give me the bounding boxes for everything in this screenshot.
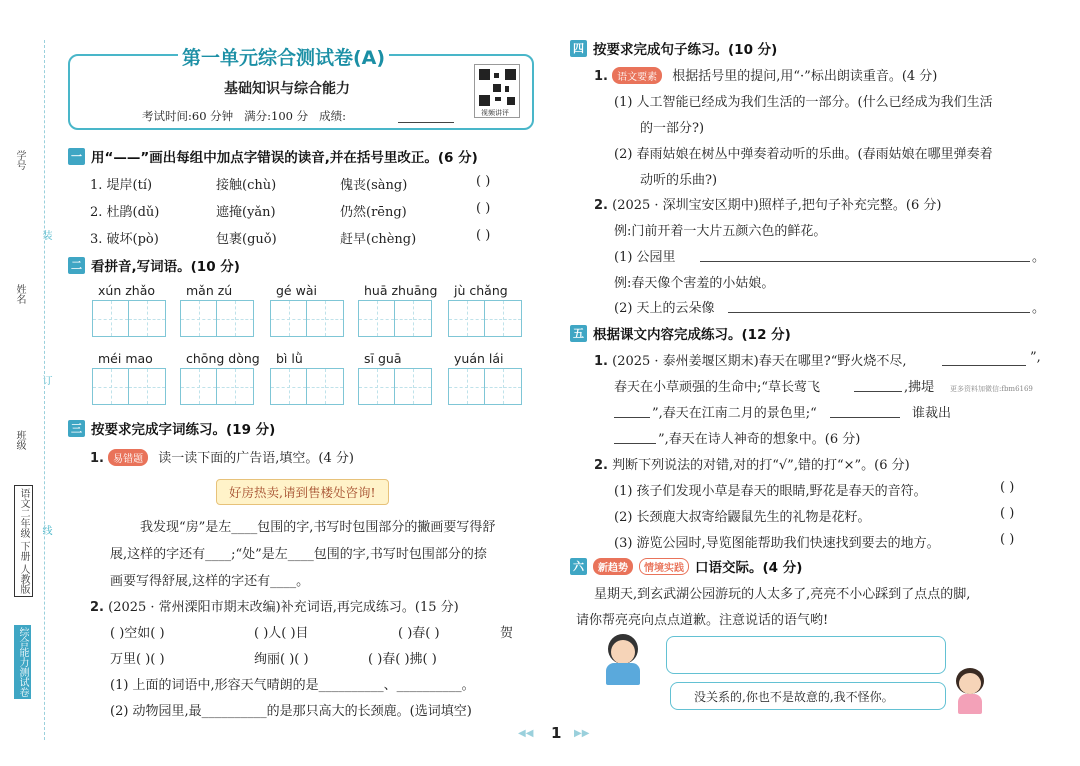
- s5-q1-number: 1.: [594, 354, 608, 369]
- girl-illustration: [954, 668, 986, 714]
- s4-q1-text: 根据括号里的提问,用“·”标出朗读重音。(4 分): [672, 69, 938, 84]
- s5-q2-text: 判断下列说法的对错,对的打“√”,错的打“×”。(6 分): [612, 458, 910, 473]
- answer-paren[interactable]: ( ): [476, 201, 491, 216]
- name-label: 姓名: [14, 284, 25, 304]
- pinyin-label: bì lǜ: [276, 351, 303, 366]
- book-label: 语文二年级 下册 人教版: [14, 485, 33, 597]
- s6-line-2: 请你帮亮亮向点点道歉。注意说话的语气哟!: [576, 613, 829, 628]
- idiom-row-2-a: 万里( )( ): [110, 652, 165, 667]
- writing-cell[interactable]: [449, 369, 485, 404]
- s5-q2-paren-3[interactable]: ( ): [1000, 532, 1015, 547]
- s6-tag-trend: 新趋势: [593, 558, 633, 575]
- writing-cell[interactable]: [307, 301, 343, 336]
- s3-q1: [90, 447, 354, 466]
- s4-q2-text: (2025 · 深圳宝安区期中)照样子,把句子补充完整。(6 分): [612, 198, 942, 213]
- word-item: 3. 破坏(pò): [90, 232, 159, 247]
- writing-cell[interactable]: [395, 369, 431, 404]
- s4-q2-example-1: 例:门前开着一大片五颜六色的鲜花。: [614, 224, 827, 239]
- section-1-title: 用“——”画出每组中加点字错误的读音,并在括号里改正。(6 分): [91, 150, 478, 166]
- section-6-number: 六: [570, 558, 587, 575]
- next-arrows: ▶▶: [574, 728, 590, 739]
- word-item: 傀丧(sàng): [340, 178, 408, 193]
- writing-cell[interactable]: [93, 301, 129, 336]
- s6-tag-scenario: 情境实践: [639, 558, 689, 575]
- writing-cell[interactable]: [485, 301, 521, 336]
- answer-paren[interactable]: ( ): [476, 228, 491, 243]
- apology-answer-box[interactable]: [666, 636, 946, 674]
- s3-q1-tag: 易错题: [108, 449, 148, 466]
- s4-q1-tag: 语文要素: [612, 67, 662, 84]
- idiom-row-1-b: ( )人( )目: [254, 626, 309, 641]
- section-2-heading: [68, 255, 240, 275]
- writing-grid[interactable]: [92, 300, 166, 337]
- pinyin-label: mǎn zú: [186, 283, 233, 298]
- s5-q2-number: 2.: [594, 458, 608, 473]
- word-item: 1. 堤岸(tí): [90, 178, 153, 193]
- word-item: 接触(chù): [216, 178, 277, 193]
- s5-q2-paren-1[interactable]: ( ): [1000, 480, 1015, 495]
- writing-cell[interactable]: [449, 301, 485, 336]
- s5-q2: [594, 454, 910, 473]
- s5-q1-line-3: ”,春天在江南二月的景色里;“: [652, 406, 817, 421]
- idiom-row-2-b: 绚丽( )( ): [254, 652, 309, 667]
- answer-paren[interactable]: ( ): [476, 174, 491, 189]
- section-4-heading: [570, 38, 777, 58]
- page-number: 1: [551, 724, 562, 742]
- s3-q1-line-2: 展,这样的字还有____;“处”是左____包围的字,书写时包围部分的捺: [110, 547, 487, 562]
- idiom-row-1-c: ( )春( ): [398, 626, 440, 641]
- s3-q2: [90, 596, 459, 615]
- idiom-row-1-a: ( )空如( ): [110, 626, 165, 641]
- s5-q1-blank-4[interactable]: [830, 417, 900, 418]
- section-6-title: 口语交际。(4 分): [695, 560, 803, 576]
- s3-q2-sub-2: (2) 动物园里,最__________的是那只高大的长颈鹿。(选词填空): [110, 704, 472, 719]
- word-item: 包裹(guǒ): [216, 232, 277, 247]
- section-3-title: 按要求完成字词练习。(19 分): [91, 422, 276, 438]
- s4-q2: [594, 194, 941, 213]
- binding-line: [44, 40, 45, 740]
- section-2-number: 二: [68, 257, 85, 274]
- s3-q1-number: 1.: [90, 451, 104, 466]
- writing-grid[interactable]: [358, 368, 432, 405]
- section-2-title: 看拼音,写词语。(10 分): [91, 259, 240, 275]
- writing-cell[interactable]: [129, 301, 165, 336]
- s3-q2-sub-1: (1) 上面的词语中,形容天气晴朗的是__________、__________。: [110, 678, 475, 693]
- exam-meta: 考试时间:60 分钟 满分:100 分 成绩:: [142, 109, 346, 123]
- writing-cell[interactable]: [359, 369, 395, 404]
- prev-arrows: ◀◀: [518, 728, 534, 739]
- writing-grid[interactable]: [180, 300, 254, 337]
- s3-q1-line-1: 我发现“房”是左____包围的字,书写时包围部分的撇画要写得舒: [140, 520, 496, 535]
- s4-q1-line-3: (2) 春雨姑娘在树丛中弹奏着动听的乐曲。(春雨姑娘在哪里弹奏着: [614, 147, 993, 162]
- binding-mark-1: 装: [40, 230, 51, 240]
- s5-q1: [594, 350, 907, 369]
- section-1-number: 一: [68, 148, 85, 165]
- pinyin-label: xún zhǎo: [98, 283, 156, 298]
- writing-cell[interactable]: [217, 301, 253, 336]
- word-item: 赶早(chèng): [340, 232, 417, 247]
- s4-q1-line-1: (1) 人工智能已经成为我们生活的一部分。(什么已经成为我们生活: [614, 95, 993, 110]
- student-no-label: 学号: [14, 150, 25, 170]
- reply-text: 没关系的,你也不是故意的,我不怪你。: [694, 690, 894, 704]
- writing-cell[interactable]: [181, 301, 217, 336]
- s4-q2-line-1: (1) 公园里: [614, 250, 676, 265]
- s4-q1-line-2: 的一部分?): [640, 121, 705, 136]
- writing-cell[interactable]: [181, 369, 217, 404]
- writing-cell[interactable]: [485, 369, 521, 404]
- writing-grid[interactable]: [448, 300, 522, 337]
- s3-q1-text: 读一读下面的广告语,填空。(4 分): [158, 451, 354, 466]
- s5-q1-blank-5[interactable]: [614, 443, 656, 444]
- pinyin-label: yuán lái: [454, 351, 504, 366]
- section-5-number: 五: [570, 325, 587, 342]
- writing-cell[interactable]: [359, 301, 395, 336]
- s5-q1-line-4: ”,春天在诗人神奇的想象中。(6 分): [658, 432, 861, 447]
- s4-q1-line-4: 动听的乐曲?): [640, 173, 718, 188]
- pinyin-label: sī guā: [364, 351, 402, 366]
- pinyin-label: méi mao: [98, 351, 153, 366]
- watermark: 更多资料加微信:fbm6169: [950, 385, 1033, 393]
- s5-q2-item-3: (3) 游览公园时,导览图能帮助我们快速找到要去的地方。: [614, 536, 940, 551]
- section-6-heading: [570, 556, 802, 576]
- boy-illustration: [600, 634, 646, 686]
- s5-q2-item-2: (2) 长颈鹿大叔寄给鼹鼠先生的礼物是花籽。: [614, 510, 871, 525]
- writing-grid[interactable]: [270, 368, 344, 405]
- section-5-heading: [570, 323, 791, 343]
- binding-mark-3: 线: [40, 525, 51, 535]
- word-item: 2. 杜鹃(dǔ): [90, 205, 160, 220]
- pinyin-label: gé wài: [276, 283, 317, 298]
- s4-q2-blank-2[interactable]: [728, 312, 1030, 313]
- s3-q1-line-3: 画要写得舒展,这样的字还有____。: [110, 574, 310, 589]
- series-label: 综合能力测试卷: [14, 625, 31, 699]
- writing-cell[interactable]: [395, 301, 431, 336]
- s4-q2-end-2: 。: [1032, 301, 1046, 316]
- writing-cell[interactable]: [129, 369, 165, 404]
- class-label: 班级: [14, 430, 25, 450]
- writing-grid[interactable]: [358, 300, 432, 337]
- pinyin-label: huā zhuāng: [364, 283, 438, 298]
- section-3-number: 三: [68, 420, 85, 437]
- page-subtitle: 基础知识与综合能力: [224, 81, 350, 97]
- section-1-heading: [68, 146, 478, 166]
- s4-q2-line-2: (2) 天上的云朵像: [614, 301, 715, 316]
- binding-mark-2: 订: [40, 375, 51, 385]
- s5-q1-blank-2[interactable]: [854, 391, 902, 392]
- s5-q1-mid-1: ,拂堤: [904, 380, 935, 395]
- writing-cell[interactable]: [93, 369, 129, 404]
- qr-caption: 视频讲评: [481, 109, 509, 117]
- s5-q1-blank-1[interactable]: [942, 365, 1026, 366]
- word-item: 遮掩(yǎn): [216, 205, 276, 220]
- writing-cell[interactable]: [217, 369, 253, 404]
- s5-q1-blank-3[interactable]: [614, 417, 650, 418]
- writing-grid[interactable]: [448, 368, 522, 405]
- section-4-title: 按要求完成句子练习。(10 分): [593, 42, 778, 58]
- section-4-number: 四: [570, 40, 587, 57]
- section-5-title: 根据课文内容完成练习。(12 分): [593, 327, 791, 343]
- writing-cell[interactable]: [271, 369, 307, 404]
- ad-banner: 好房热卖,请到售楼处咨询!: [216, 479, 389, 505]
- s4-q1: [594, 65, 937, 84]
- s4-q2-number: 2.: [594, 198, 608, 213]
- s6-line-1: 星期天,到玄武湖公园游玩的人太多了,亮亮不小心踩到了点点的脚,: [594, 587, 971, 602]
- s3-q2-number: 2.: [90, 600, 104, 615]
- s4-q2-end-1: 。: [1032, 250, 1046, 265]
- s5-q2-item-1: (1) 孩子们发现小草是春天的眼睛,野花是春天的音符。: [614, 484, 927, 499]
- idiom-row-2-c: ( )春( )拂( ): [368, 652, 437, 667]
- score-blank: [398, 122, 454, 123]
- pinyin-label: jù chǎng: [454, 283, 508, 298]
- pinyin-label: chōng dòng: [186, 351, 260, 366]
- s5-q1-mid-2: 谁裁出: [912, 406, 952, 421]
- page-title: 第一单元综合测试卷(A): [178, 43, 389, 70]
- writing-grid[interactable]: [180, 368, 254, 405]
- s4-q1-number: 1.: [594, 69, 608, 84]
- word-item: 仍然(rēng): [340, 205, 407, 220]
- s3-q2-text: (2025 · 常州溧阳市期末改编)补充词语,再完成练习。(15 分): [108, 600, 459, 615]
- s5-q1-quote-close: ”,: [1030, 350, 1041, 365]
- section-3-heading: [68, 418, 275, 438]
- s5-q1-line-2: 春天在小草顽强的生命中;“草长莺飞: [614, 380, 821, 395]
- writing-grid[interactable]: [92, 368, 166, 405]
- writing-grid[interactable]: [270, 300, 344, 337]
- s5-q1-line-1: (2025 · 泰州姜堰区期末)春天在哪里?“野火烧不尽,: [612, 354, 907, 369]
- s4-q2-blank-1[interactable]: [700, 261, 1030, 262]
- s5-q2-paren-2[interactable]: ( ): [1000, 506, 1015, 521]
- s4-q2-example-2: 例:春天像个害羞的小姑娘。: [614, 276, 775, 291]
- writing-cell[interactable]: [271, 301, 307, 336]
- writing-cell[interactable]: [307, 369, 343, 404]
- idiom-row-1-d: 贺: [500, 626, 514, 641]
